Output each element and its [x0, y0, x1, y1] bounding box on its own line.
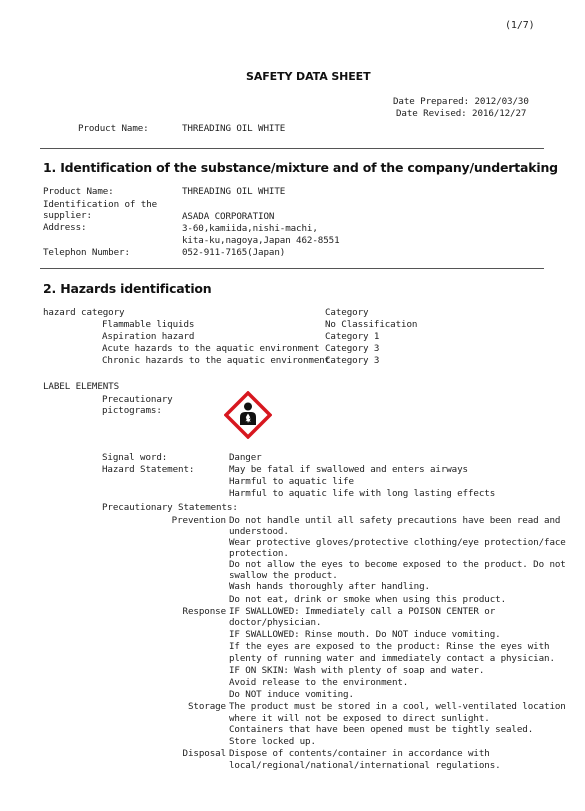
supplier-label: Identification of the: [43, 199, 158, 210]
product-name-label: Product Name:: [43, 186, 114, 197]
date-prepared: Date Prepared: 2012/03/30: [393, 96, 529, 107]
prevention-label: Prevention: [171, 515, 226, 526]
hazard-statement: May be fatal if swallowed and enters airways: [229, 464, 468, 475]
hazard-name: Chronic hazards to the aquatic environment: [102, 355, 331, 366]
header-product-value: THREADING OIL WHITE: [182, 123, 286, 134]
prevention-line: Wash hands thoroughly after handling.: [229, 581, 430, 592]
storage-line: where it will not be exposed to direct sunlight.: [229, 713, 490, 724]
prevention-line: protection.: [229, 548, 289, 559]
hazard-category-label: hazard category: [43, 307, 125, 318]
hazard-statement: Harmful to aquatic life with long lasting effects: [229, 488, 496, 499]
supplier-value: ASADA CORPORATION: [182, 211, 275, 222]
response-line: doctor/physician.: [229, 617, 322, 628]
prevention-line: Do not handle until all safety precautions have been read and: [229, 515, 561, 526]
label-elements-heading: LABEL ELEMENTS: [43, 381, 120, 392]
prevention-line: Wear protective gloves/protective clothing/eye protection/face: [229, 537, 566, 548]
hazard-statement: Harmful to aquatic life: [229, 476, 354, 487]
section-divider: [40, 148, 544, 149]
hazard-category: Category 3: [325, 343, 380, 354]
storage-line: The product must be stored in a cool, well-ventilated location: [229, 701, 566, 712]
storage-line: Containers that have been opened must be tightly sealed.: [229, 724, 534, 735]
header-product-label: Product Name:: [78, 123, 149, 134]
hazard-category: No Classification: [325, 319, 418, 330]
hazard-name: Flammable liquids: [102, 319, 195, 330]
response-line: Avoid release to the environment.: [229, 677, 409, 688]
phone-value: 052-911-7165(Japan): [182, 247, 286, 258]
document-title: SAFETY DATA SHEET: [246, 70, 371, 83]
hazard-statement-label: Hazard Statement:: [102, 464, 195, 475]
response-line: IF ON SKIN: Wash with plenty of soap and water.: [229, 665, 485, 676]
disposal-label: Disposal: [182, 748, 226, 759]
pictograms-label-2: pictograms:: [102, 405, 162, 416]
health-hazard-icon: [224, 391, 272, 439]
prevention-line: Do not eat, drink or smoke when using this product.: [229, 594, 506, 605]
prevention-line: Do not allow the eyes to become exposed to the product. Do not: [229, 559, 566, 570]
address-label: Address:: [43, 222, 87, 233]
hazard-category: Category 3: [325, 355, 380, 366]
hazard-name: Acute hazards to the aquatic environment: [102, 343, 320, 354]
prevention-line: swallow the product.: [229, 570, 338, 581]
pictograms-label: Precautionary: [102, 394, 173, 405]
section-1-heading: 1. Identification of the substance/mixture and of the company/undertaking: [43, 160, 558, 175]
section-2-heading: 2. Hazards identification: [43, 281, 212, 296]
precautionary-statements-label: Precautionary Statements:: [102, 502, 238, 513]
address-line-1: 3-60,kamiida,nishi-machi,: [182, 223, 318, 234]
response-label: Response: [182, 606, 226, 617]
disposal-line: local/regional/national/international regulations.: [229, 760, 501, 771]
signal-word-label: Signal word:: [102, 452, 168, 463]
supplier-label-2: supplier:: [43, 210, 92, 221]
page-number: (1/7): [505, 20, 535, 31]
response-line: IF SWALLOWED: Immediately call a POISON CENTER or: [229, 606, 496, 617]
disposal-line: Dispose of contents/container in accordance with: [229, 748, 490, 759]
response-line: Do NOT induce vomiting.: [229, 689, 354, 700]
hazard-name: Aspiration hazard: [102, 331, 195, 342]
section-divider: [40, 268, 544, 269]
date-revised: Date Revised: 2016/12/27: [396, 108, 527, 119]
storage-label: Storage: [187, 701, 226, 712]
response-line: plenty of running water and immediately contact a physician.: [229, 653, 555, 664]
storage-line: Store locked up.: [229, 736, 316, 747]
category-label: Category: [325, 307, 369, 318]
address-line-2: kita-ku,nagoya,Japan 462-8551: [182, 235, 340, 246]
prevention-line: understood.: [229, 526, 289, 537]
hazard-category: Category 1: [325, 331, 380, 342]
signal-word: Danger: [229, 452, 262, 463]
product-name-value: THREADING OIL WHITE: [182, 186, 286, 197]
response-line: IF SWALLOWED: Rinse mouth. Do NOT induce vomiting.: [229, 629, 501, 640]
response-line: If the eyes are exposed to the product: Rinse the eyes with: [229, 641, 550, 652]
phone-label: Telephon Number:: [43, 247, 130, 258]
